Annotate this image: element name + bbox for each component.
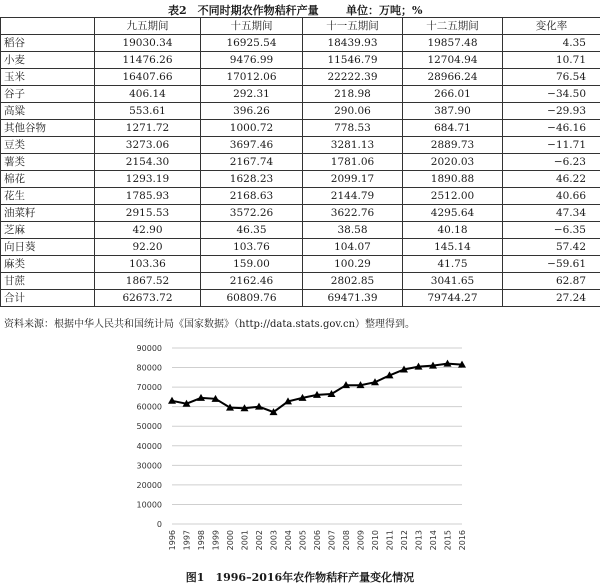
header-period-9: 九五期间 [95,18,201,35]
y-tick-label: 0 [156,520,162,529]
value-cell: 3622.76 [303,205,403,222]
value-cell: 16925.54 [201,35,303,52]
table-unit: 单位：万吨；% [346,4,423,17]
value-cell: 11476.26 [95,52,201,69]
value-cell: 3273.06 [95,137,201,154]
y-tick-label: 40000 [136,441,162,451]
change-rate-cell: −59.61 [503,256,600,273]
header-period-12: 十二五期间 [403,18,503,35]
table-row [1,205,600,222]
table-body [1,35,600,307]
value-cell: 79744.27 [403,290,503,307]
crop-name-cell: 油菜籽 [1,205,95,222]
x-tick-label: 2008 [342,530,351,551]
change-rate-cell: 47.34 [503,205,600,222]
x-tick-label: 2007 [327,530,337,551]
change-rate-cell: −29.93 [503,103,600,120]
crop-name-cell: 棉花 [1,171,95,188]
change-rate-cell: 40.66 [503,188,600,205]
value-cell: 266.01 [403,86,503,103]
crop-name-cell: 花生 [1,188,95,205]
straw-output-line-chart [0,330,600,568]
y-tick-label: 20000 [136,480,162,490]
value-cell: 2020.03 [403,154,503,171]
table-row [1,35,600,52]
crop-name-cell: 麻类 [1,256,95,273]
value-cell: 28966.24 [403,69,503,86]
table-caption [0,0,600,16]
crop-name-cell: 高粱 [1,103,95,120]
value-cell: 396.26 [201,103,303,120]
straw-output-table [0,17,600,307]
y-tick-label: 90000 [136,344,162,353]
series-line [172,364,462,413]
x-tick-label: 2016 [458,530,467,551]
value-cell: 1781.06 [303,154,403,171]
x-tick-label: 2011 [385,530,395,551]
header-change-rate: 变化率 [503,18,600,35]
value-cell: 684.71 [403,120,503,137]
x-tick-label: 2004 [284,530,293,551]
value-cell: 553.61 [95,103,201,120]
header-period-10: 十五期间 [201,18,303,35]
x-tick-label: 2015 [443,530,453,551]
x-tick-label: 2009 [356,530,366,551]
value-cell: 16407.66 [95,69,201,86]
header-period-11: 十一五期间 [303,18,403,35]
value-cell: 778.53 [303,120,403,137]
crop-name-cell: 玉米 [1,69,95,86]
value-cell: 1271.72 [95,120,201,137]
value-cell: 2168.63 [201,188,303,205]
change-rate-cell: 10.71 [503,52,600,69]
change-rate-cell: 76.54 [503,69,600,86]
crop-name-cell: 芝麻 [1,222,95,239]
value-cell: 159.00 [201,256,303,273]
x-tick-label: 2001 [240,530,250,551]
x-tick-label: 2002 [255,530,264,551]
value-cell: 40.18 [403,222,503,239]
table-row [1,222,600,239]
y-tick-label: 10000 [136,500,162,510]
crop-name-cell: 向日葵 [1,239,95,256]
x-tick-label: 1999 [211,530,221,551]
x-tick-label: 2003 [269,530,279,551]
table-row [1,188,600,205]
change-rate-cell: −6.35 [503,222,600,239]
crop-name-cell: 其他谷物 [1,120,95,137]
change-rate-cell: 57.42 [503,239,600,256]
crop-name-cell: 甘蔗 [1,273,95,290]
value-cell: 12704.94 [403,52,503,69]
data-point-marker [168,397,176,404]
value-cell: 2802.85 [303,273,403,290]
value-cell: 17012.06 [201,69,303,86]
x-tick-label: 2010 [371,530,380,551]
y-tick-label: 50000 [136,422,162,432]
figure-caption: 图1 1996–2016年农作物秸秆产量变化情况 [185,571,415,584]
change-rate-cell: 46.22 [503,171,600,188]
value-cell: 41.75 [403,256,503,273]
table-row [1,239,600,256]
table-row [1,256,600,273]
x-tick-label: 2006 [313,530,322,551]
value-cell: 92.20 [95,239,201,256]
header-corner [1,18,95,35]
table-row [1,69,600,86]
change-rate-cell: 4.35 [503,35,600,52]
value-cell: 218.98 [303,86,403,103]
x-tick-label: 2000 [226,530,235,551]
value-cell: 2099.17 [303,171,403,188]
value-cell: 18439.93 [303,35,403,52]
change-rate-cell: 27.24 [503,290,600,307]
x-tick-label: 2013 [414,530,424,551]
value-cell: 104.07 [303,239,403,256]
table-row [1,137,600,154]
value-cell: 22222.39 [303,69,403,86]
value-cell: 2154.30 [95,154,201,171]
value-cell: 2512.00 [403,188,503,205]
value-cell: 103.36 [95,256,201,273]
crop-name-cell: 小麦 [1,52,95,69]
value-cell: 3697.46 [201,137,303,154]
value-cell: 2144.79 [303,188,403,205]
value-cell: 1628.23 [201,171,303,188]
table-row [1,86,600,103]
value-cell: 4295.64 [403,205,503,222]
value-cell: 1785.93 [95,188,201,205]
value-cell: 3572.26 [201,205,303,222]
table-row [1,171,600,188]
y-tick-label: 80000 [136,363,162,373]
value-cell: 103.76 [201,239,303,256]
value-cell: 11546.79 [303,52,403,69]
value-cell: 2162.46 [201,273,303,290]
value-cell: 69471.39 [303,290,403,307]
value-cell: 290.06 [303,103,403,120]
value-cell: 38.58 [303,222,403,239]
value-cell: 1000.72 [201,120,303,137]
value-cell: 46.35 [201,222,303,239]
table-header-row [1,18,600,35]
change-rate-cell: −11.71 [503,137,600,154]
value-cell: 387.90 [403,103,503,120]
value-cell: 19857.48 [403,35,503,52]
change-rate-cell: −6.23 [503,154,600,171]
crop-name-cell: 豆类 [1,137,95,154]
value-cell: 1293.19 [95,171,201,188]
value-cell: 292.31 [201,86,303,103]
value-cell: 2167.74 [201,154,303,171]
value-cell: 3281.13 [303,137,403,154]
table-row [1,290,600,307]
value-cell: 60809.76 [201,290,303,307]
change-rate-cell: −46.16 [503,120,600,137]
y-tick-label: 70000 [136,383,162,393]
change-rate-cell: 62.87 [503,273,600,290]
table-row [1,103,600,120]
crop-name-cell: 稻谷 [1,35,95,52]
x-tick-label: 2012 [400,530,409,551]
x-tick-label: 1996 [168,530,177,551]
value-cell: 62673.72 [95,290,201,307]
table-row [1,154,600,171]
value-cell: 3041.65 [403,273,503,290]
x-tick-label: 1998 [197,530,206,551]
value-cell: 19030.34 [95,35,201,52]
value-cell: 2889.73 [403,137,503,154]
value-cell: 1890.88 [403,171,503,188]
crop-name-cell: 谷子 [1,86,95,103]
y-tick-label: 60000 [136,402,162,412]
crop-name-cell: 合计 [1,290,95,307]
x-tick-label: 2005 [298,530,308,551]
x-tick-label: 1997 [182,530,192,551]
source-note: 资料来源：根据中华人民共和国统计局《国家数据》（http://data.stats.gov.cn）整理得到。 [4,319,416,330]
value-cell: 9476.99 [201,52,303,69]
table-title: 表2 不同时期农作物秸秆产量 [168,4,319,17]
value-cell: 42.90 [95,222,201,239]
value-cell: 100.29 [303,256,403,273]
value-cell: 1867.52 [95,273,201,290]
table-row [1,273,600,290]
value-cell: 2915.53 [95,205,201,222]
table-row [1,120,600,137]
value-cell: 145.14 [403,239,503,256]
table-row [1,52,600,69]
change-rate-cell: −34.50 [503,86,600,103]
crop-name-cell: 薯类 [1,154,95,171]
y-tick-label: 30000 [136,461,162,471]
value-cell: 406.14 [95,86,201,103]
x-tick-label: 2014 [429,530,438,551]
